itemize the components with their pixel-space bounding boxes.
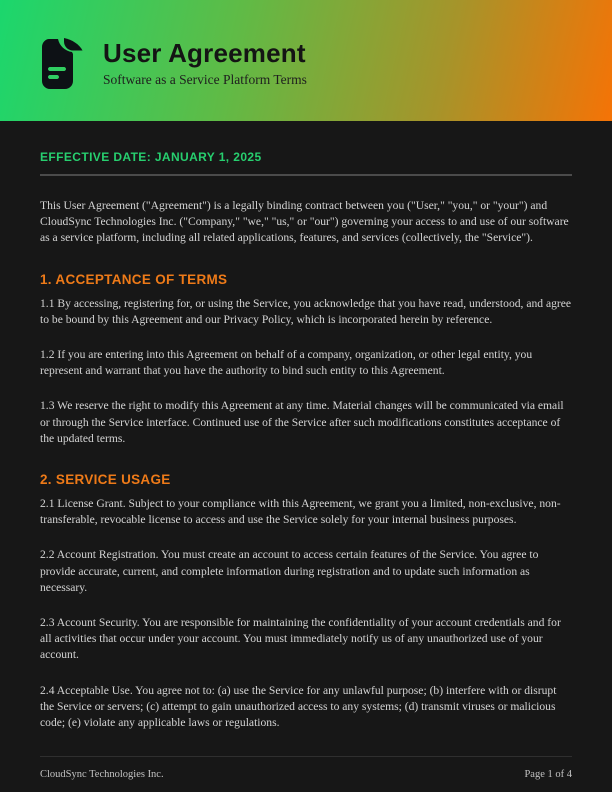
footer-company: CloudSync Technologies Inc. (40, 769, 164, 780)
clause-1-1: 1.1 By accessing, registering for, or using the Service, you acknowledge that you have read, understood, and agree to be bound by this Agreement and our Privacy Policy, which is incorporated herein by reference. (40, 296, 572, 326)
document-icon (40, 37, 88, 91)
document-header (0, 0, 612, 121)
document-body (0, 121, 612, 731)
section-heading: 2. SERVICE USAGE (40, 472, 171, 488)
footer-page-indicator: Page 1 of 4 (524, 769, 572, 780)
header-divider (40, 174, 572, 176)
clause-2-2: 2.2 Account Registration. You must create an account to access certain features of the Service. You agree to provide accurate, current, and complete information during registration and to update such information as necessary. (40, 548, 539, 594)
section-service-usage (40, 472, 572, 731)
clause-1-2: 1.2 If you are entering into this Agreement on behalf of a company, organization, or other legal entity, you represent and warrant that you have the authority to bind such entity to this Agreement. (40, 348, 533, 378)
effective-date-label: EFFECTIVE DATE: JANUARY 1, 2025 (40, 150, 262, 164)
page-subtitle: Software as a Service Platform Terms (103, 72, 307, 88)
page-footer (40, 756, 572, 780)
clause-2-1: 2.1 License Grant. Subject to your compliance with this Agreement, we grant you a limited, non-exclusive, non-transferable, revocable license to access and use the Service solely for your internal business purposes. (40, 497, 561, 527)
clause-1-3: 1.3 We reserve the right to modify this Agreement at any time. Material changes will be communicated via email or through the Service interface. Continued use of the Service after such modifications constitutes acceptance of the updated terms. (40, 399, 564, 445)
clause-2-3: 2.3 Account Security. You are responsible for maintaining the confidentiality of your account credentials and for all activities that occur under your account. You must immediately notify us of any unauthorized use of your account. (40, 616, 561, 662)
header-titles (103, 39, 307, 89)
section-acceptance-of-terms (40, 272, 572, 447)
intro-paragraph: This User Agreement ("Agreement") is a legally binding contract between you ("User," "you," or "your") and CloudSync Technologies Inc. ("Company," "we," "us," or "our") governing your access to and use of our software as a service platform, including all related applications, features, and services (collectively, the "Service"). (40, 199, 569, 245)
section-heading: 1. ACCEPTANCE OF TERMS (40, 271, 228, 287)
clause-2-4: 2.4 Acceptable Use. You agree not to: (a) use the Service for any unlawful purpose; (b) interfere with or disrupt the Service or servers; (c) attempt to gain unauthorized access to any systems; (d) transmit viruses or malicious code; (e) violate any applicable laws or regulations. (40, 683, 557, 730)
page-title: User Agreement (103, 37, 306, 68)
